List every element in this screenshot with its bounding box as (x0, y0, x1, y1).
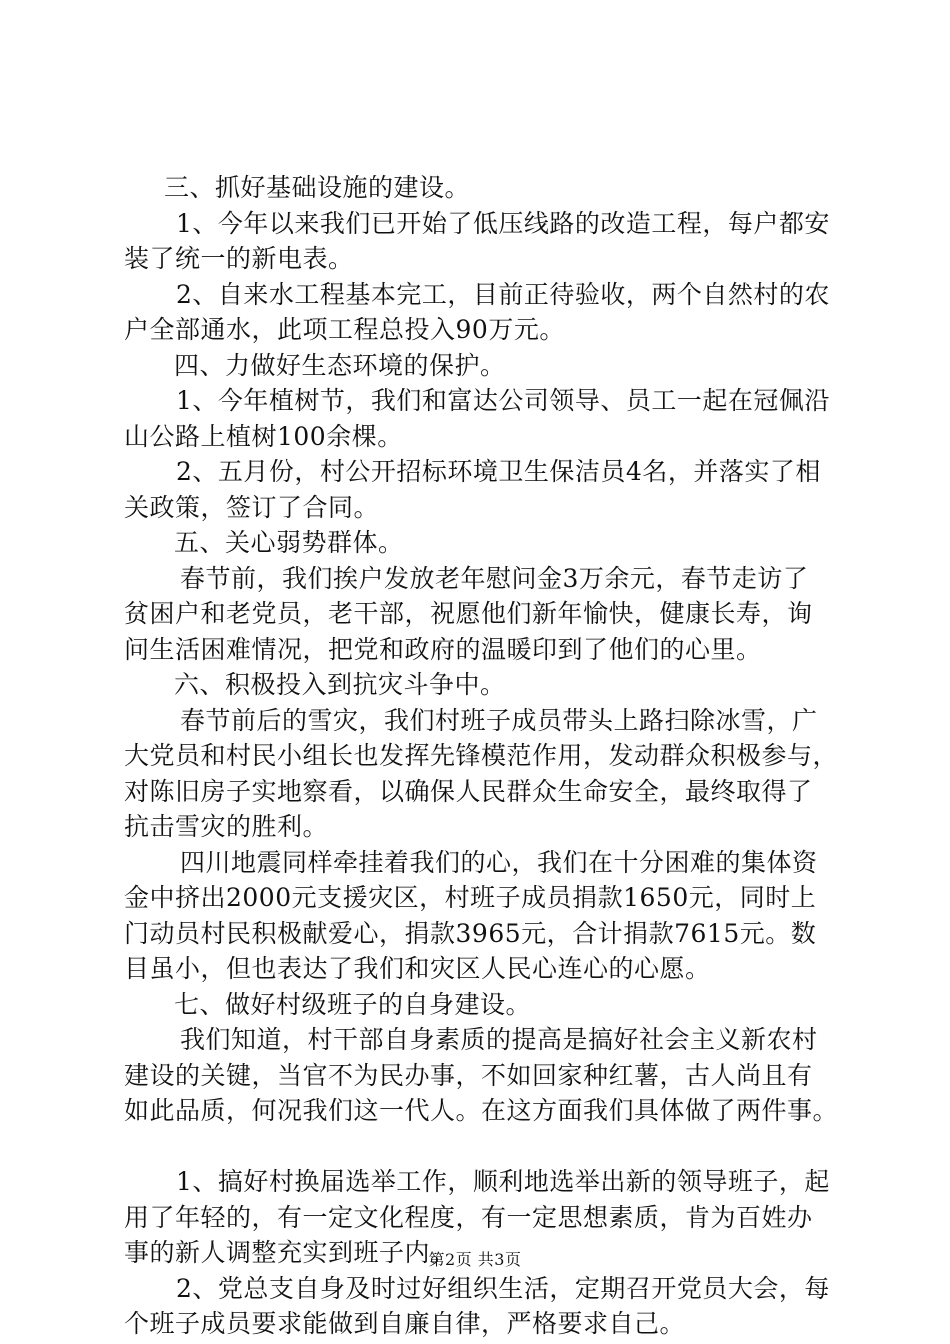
text-line: 我们知道，村干部自身素质的提高是搞好社会主义新农村 (180, 1025, 818, 1054)
text-line: 春节前后的雪灾，我们村班子成员带头上路扫除冰雪，广 (180, 705, 818, 735)
text-line: 春节前，我们挨户发放老年慰问金3万余元，春节走访了 (180, 563, 809, 593)
text-line: 1、搞好村换届选举工作，顺利地选举出新的领导班子，起 (176, 1167, 830, 1196)
text-line: 三、抓好基础设施的建设。 (164, 173, 471, 202)
text-line: 1、今年以来我们已开始了低压线路的改造工程，每户都安 (176, 208, 830, 238)
document-body (124, 170, 850, 1342)
text-line: 五、关心弱势群体。 (174, 528, 404, 557)
text-line: 1、今年植树节，我们和富达公司领导、员工一起在冠佩沿 (176, 386, 830, 415)
text-line: 对陈旧房子实地察看，以确保人民群众生命安全，最终取得了 (124, 776, 813, 806)
text-line: 金中挤出2000元支援灾区，村班子成员捐款1650元，同时上 (124, 883, 817, 912)
text-line: 2、自来水工程基本完工，目前正待验收，两个自然村的农 (176, 279, 830, 309)
text-line: 七、做好村级班子的自身建设。 (174, 989, 532, 1019)
text-line: 目虽小，但也表达了我们和灾区人民心连心的心愿。 (124, 954, 711, 983)
text-line: 用了年轻的，有一定文化程度，有一定思想素质，肯为百姓办 (124, 1202, 813, 1232)
text-line: 建设的关键，当官不为民办事，不如回家种红薯，古人尚且有 (124, 1060, 813, 1090)
text-line: 如此品质，何况我们这一代人。在这方面我们具体做了两件事。 (124, 1096, 839, 1125)
text-line: 关政策，签订了合同。 (124, 492, 380, 522)
text-line: 个班子成员要求能做到自廉自律，严格要求自己。 (124, 1309, 686, 1338)
page-footer: 第2页 共3页 (428, 1250, 522, 1269)
text-line: 抗击雪灾的胜利。 (124, 812, 329, 841)
text-line: 装了统一的新电表。 (124, 244, 354, 273)
text-line: 2、党总支自身及时过好组织生活，定期召开党员大会，每 (176, 1273, 830, 1303)
text-line: 山公路上植树100余棵。 (124, 421, 403, 451)
text-line: 问生活困难情况，把党和政府的温暖印到了他们的心里。 (124, 634, 762, 664)
text-line: 大党员和村民小组长也发挥先锋模范作用，发动群众积极参与， (124, 741, 839, 770)
blank-line (124, 1129, 850, 1165)
text-line: 2、五月份，村公开招标环境卫生保洁员4名，并落实了相 (176, 457, 821, 486)
text-line: 四、力做好生态环境的保护。 (174, 350, 506, 380)
text-line: 四川地震同样牵挂着我们的心，我们在十分困难的集体资 (180, 847, 818, 877)
text-line: 户全部通水，此项工程总投入90万元。 (124, 315, 565, 344)
text-line: 门动员村民积极献爱心，捐款3965元，合计捐款7615元。数 (124, 918, 817, 948)
text-line: 贫困户和老党员，老干部，祝愿他们新年愉快，健康长寿，询 (124, 599, 813, 628)
text-line: 事的新人调整充实到班子内。 (124, 1238, 456, 1267)
text-line: 六、积极投入到抗灾斗争中。 (174, 670, 506, 699)
